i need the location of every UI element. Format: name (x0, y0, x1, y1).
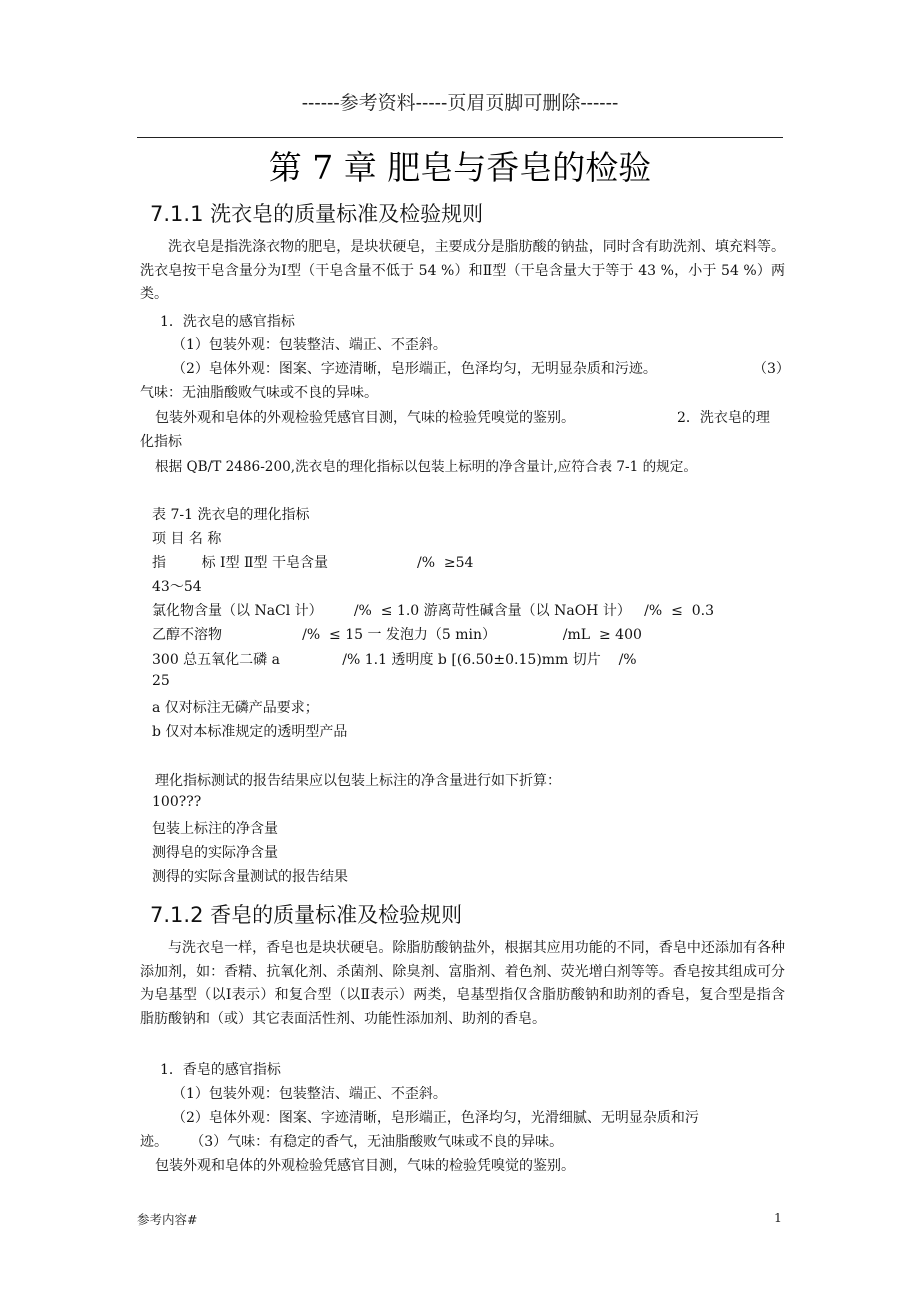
calc-line: 测得的实际含量测试的报告结果 (152, 869, 348, 885)
section2-item-1: 1．香皂的感官指标 (160, 1062, 281, 1078)
section1-para-3: 根据 QB/T 2486-200,洗衣皂的理化指标以包装上标明的净含量计,应符合表 7-1 的规定。 (155, 459, 697, 475)
section-heading-7-1-2: 7.1.2 香皂的质量标准及检验规则 (150, 903, 463, 927)
section1-intro: 洗衣皂是指洗涤衣物的肥皂，是块状硬皂，主要成分是脂肪酸的钠盐，同时含有助洗剂、填充料等。洗衣皂按干皂含量分为Ⅰ型（干皂含量不低于 54 %）和Ⅱ型（干皂含量大于等于 43 %，小于 54 %）两类。 (140, 239, 785, 302)
section-heading-7-1-1: 7.1.1 洗衣皂的质量标准及检验规则 (150, 202, 484, 226)
section1-sub-2: （2）皂体外观：图案、字迹清晰，皂形端正，色泽均匀，无明显杂质和污迹。 (172, 361, 657, 377)
page-number: 1 (774, 1210, 782, 1225)
section1-item-2-cont: 化指标 (140, 434, 182, 450)
table-row: 项 目 名 称 (152, 531, 222, 547)
calc-intro: 理化指标测试的报告结果应以包装上标注的净含量进行如下折算： (155, 773, 561, 789)
calc-formula: 100??? (152, 794, 202, 810)
section2-sub-1: （1）包装外观：包装整洁、端正、不歪斜。 (172, 1086, 447, 1102)
section1-sub-3: 气味：无油脂酸败气味或不良的异味。 (140, 385, 378, 401)
table-row: 43～54 (152, 579, 202, 595)
table-row: 25 (152, 673, 170, 689)
table-row: 氯化物含量（以 NaCl 计） /% ≤ 1.0 游离苛性碱含量（以 NaOH 计） /% ≤ 0.3 (152, 603, 715, 619)
section1-sub-3-number: （3） (753, 361, 790, 377)
footer-note: 参考内容# (137, 1212, 198, 1227)
section1-item-1: 1．洗衣皂的感官指标 (160, 314, 295, 330)
header-divider (137, 137, 783, 138)
section2-intro: 与洗衣皂一样，香皂也是块状硬皂。除脂肪酸钠盐外，根据其应用功能的不同，香皂中还添加有各种添加剂，如：香精、抗氧化剂、杀菌剂、除臭剂、富脂剂、着色剂、荧光增白剂等等。香皂按其组成可分为皂基型（以Ⅰ表示）和复合型（以Ⅱ表示）两类，皂基型指仅含脂肪酸钠和助剂的香皂，复合型是指含脂肪酸钠和（或）其它表面活性剂、功能性添加剂、助剂的香皂。 (140, 940, 785, 1027)
table-row: 300 总五氧化二磷 a /% 1.1 透明度 b [(6.50±0.15)mm 切片 /% (152, 652, 637, 668)
table-footnote-a: a 仅对标注无磷产品要求； (152, 700, 319, 716)
page-header: ------参考资料-----页眉页脚可删除------ (301, 93, 619, 114)
table-row: 乙醇不溶物 /% ≤ 15 一 发泡力（5 min） /mL ≥ 400 (152, 627, 642, 643)
section2-para-2: 包装外观和皂体的外观检验凭感官目测，气味的检验凭嗅觉的鉴别。 (155, 1158, 575, 1174)
section1-item-2: 2．洗衣皂的理 (677, 410, 770, 426)
section2-sub-2: （2）皂体外观：图案、字迹清晰，皂形端正，色泽均匀，光滑细腻、无明显杂质和污 (172, 1110, 699, 1126)
table-caption: 表 7-1 洗衣皂的理化指标 (152, 507, 310, 523)
calc-line: 包装上标注的净含量 (152, 821, 278, 837)
section2-sub-3: 迹。 （3）气味：有稳定的香气，无油脂酸败气味或不良的异味。 (140, 1134, 564, 1150)
table-footnote-b: b 仅对本标准规定的透明型产品 (152, 724, 348, 740)
table-row: 指 标 Ⅰ型 Ⅱ型 干皂含量 /% ≥54 (152, 555, 474, 571)
section1-para-2: 包装外观和皂体的外观检验凭感官目测，气味的检验凭嗅觉的鉴别。 (155, 410, 575, 426)
section1-sub-1: （1）包装外观：包装整洁、端正、不歪斜。 (172, 337, 447, 353)
calc-line: 测得皂的实际净含量 (152, 845, 278, 861)
chapter-title: 第 7 章 肥皂与香皂的检验 (268, 148, 652, 187)
